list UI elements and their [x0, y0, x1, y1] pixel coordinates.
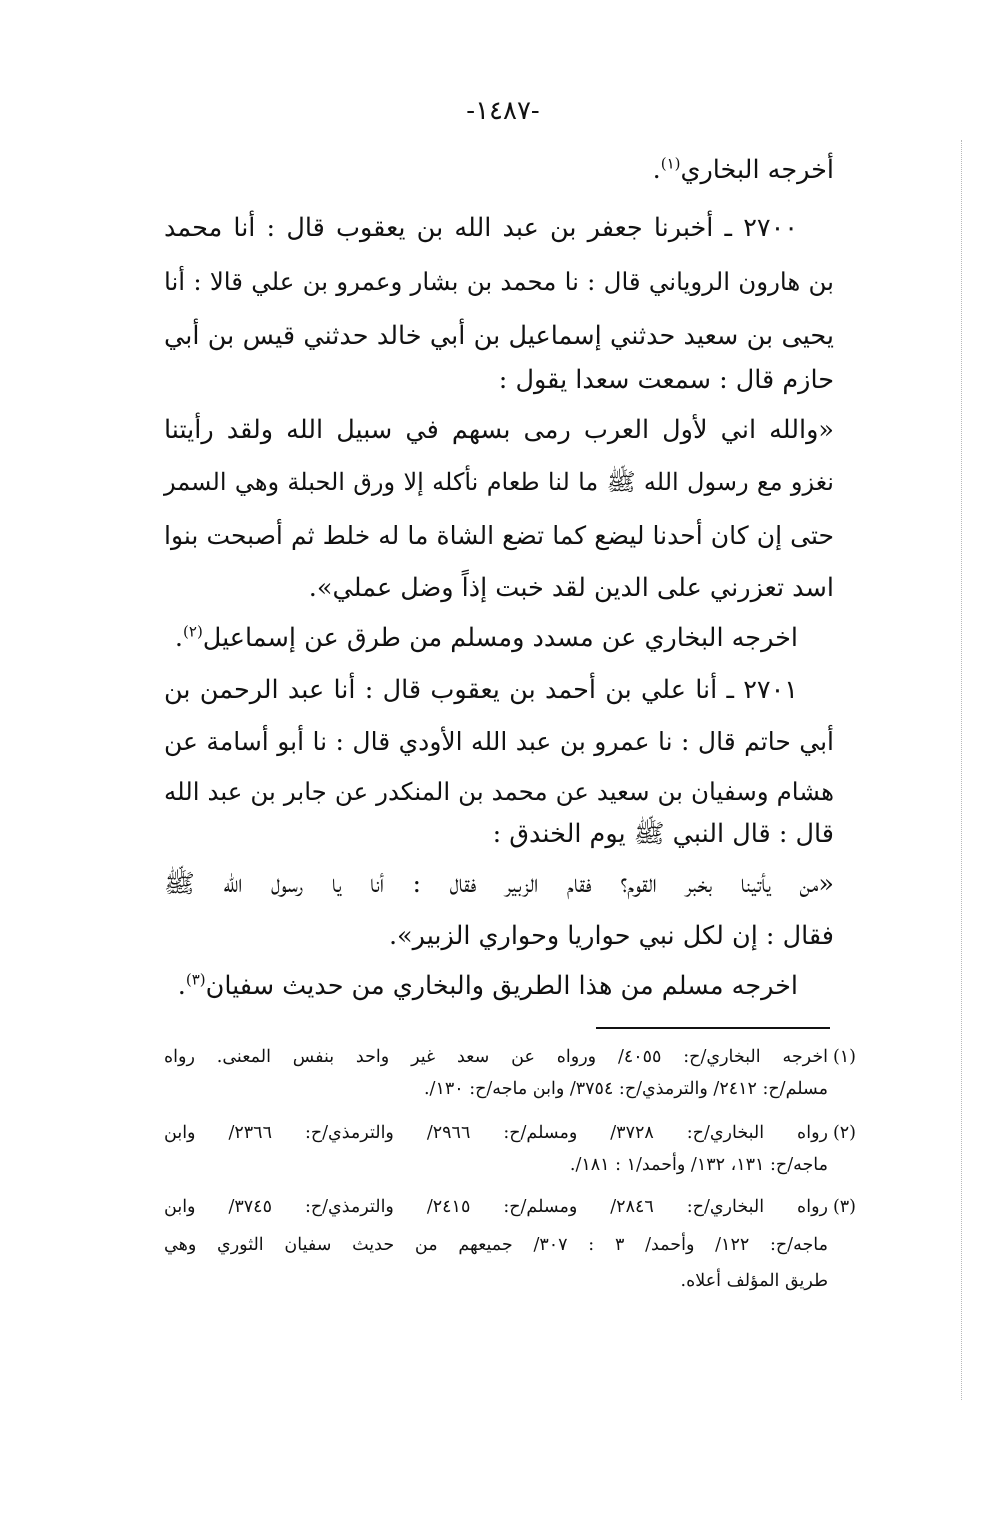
footnote-ref: (٢): [183, 622, 203, 641]
footnote-separator: [596, 1027, 830, 1029]
body-line-text: أخرجه البخاري: [680, 155, 834, 185]
page-number: -١٤٨٧-: [466, 96, 540, 126]
body-line: [164, 144, 834, 196]
scan-edge-mark: [961, 140, 962, 1400]
full-stop: .: [174, 623, 184, 653]
footnote-line: ماجه/ح: ١٢٢/ وأحمد/ ٣ : ٣٠٧/ جميعهم من حديث سفيان الثوري وهي: [164, 1235, 828, 1255]
body-line: اسد تعزرني على الدين لقد خبت إذاً وضل عملي».: [308, 573, 834, 603]
body-line: «من يأتينا بخبر القوم؟ فقام الزبير فقال : أنا يا رسول الله ﷺ: [164, 869, 834, 899]
body-line: قال : قال النبي ﷺ يوم الخندق :: [492, 819, 834, 849]
body-line: [164, 612, 798, 664]
body-line: حتى إن كان أحدنا ليضع كما تضع الشاة ما له خلط ثم أصبحت بنوا: [164, 521, 834, 550]
body-line: حازم قال : سمعت سعدا يقول :: [498, 365, 834, 395]
footnote-number: (١): [832, 1047, 856, 1067]
footnote-number: (٣): [832, 1197, 856, 1217]
body-line: ٢٧٠١ ـ أنا علي بن أحمد بن يعقوب قال : أنا عبد الرحمن بن: [164, 675, 798, 705]
footnote-line: ماجه/ح: ١٣١، ١٣٢/ وأحمد/١ : ١٨١/.: [569, 1155, 828, 1175]
body-line: [164, 960, 798, 1012]
footnote-line: رواه البخاري/ح: ٣٧٢٨/ ومسلم/ح: ٢٩٦٦/ والترمذي/ح: ٢٣٦٦/ وابن: [164, 1123, 828, 1143]
footnote-ref: (٣): [185, 970, 206, 989]
full-stop: .: [652, 155, 661, 185]
body-line: فقال : إن لكل نبي حواريا وحواري الزبير».: [388, 921, 834, 951]
body-line: يحيى بن سعيد حدثني إسماعيل بن أبي خالد حدثني قيس بن أبي: [164, 321, 834, 351]
body-line: ٢٧٠٠ ـ أخبرنا جعفر بن عبد الله بن يعقوب قال : أنا محمد: [164, 213, 798, 243]
footnote-line: مسلم/ح: ٢٤١٢/ والترمذي/ح: ٣٧٥٤/ وابن ماجه/ح: ١٣٠/.: [423, 1079, 828, 1099]
body-line: هشام وسفيان بن سعيد عن محمد بن المنكدر عن جابر بن عبد الله: [164, 777, 834, 806]
body-line-text: اخرجه مسلم من هذا الطريق والبخاري من حديث سفيان: [205, 971, 798, 1001]
body-line-text: اخرجه البخاري عن مسدد ومسلم من طرق عن إسماعيل: [202, 623, 798, 653]
full-stop: .: [177, 971, 186, 1001]
body-line: أبي حاتم قال : نا عمرو بن عبد الله الأودي قال : نا أبو أسامة عن: [164, 727, 834, 756]
footnote-ref: (١): [660, 154, 681, 173]
footnote-number: (٢): [832, 1123, 856, 1143]
footnote-line: رواه البخاري/ح: ٢٨٤٦/ ومسلم/ح: ٢٤١٥/ والترمذي/ح: ٣٧٤٥/ وابن: [164, 1197, 828, 1217]
footnote-line: طريق المؤلف أعلاه.: [680, 1271, 828, 1291]
footnote-line: اخرجه البخاري/ح: ٤٠٥٥/ ورواه عن سعد غير واحد بنفس المعنى. رواه: [164, 1047, 828, 1067]
body-line: بن هارون الروياني قال : نا محمد بن بشار وعمرو بن علي قالا : أنا: [164, 267, 834, 296]
body-line: نغزو مع رسول الله ﷺ ما لنا طعام نأكله إلا ورق الحبلة وهي السمر: [164, 468, 834, 496]
body-line: «والله اني لأول العرب رمى بسهم في سبيل الله ولقد رأيتنا: [164, 415, 834, 445]
